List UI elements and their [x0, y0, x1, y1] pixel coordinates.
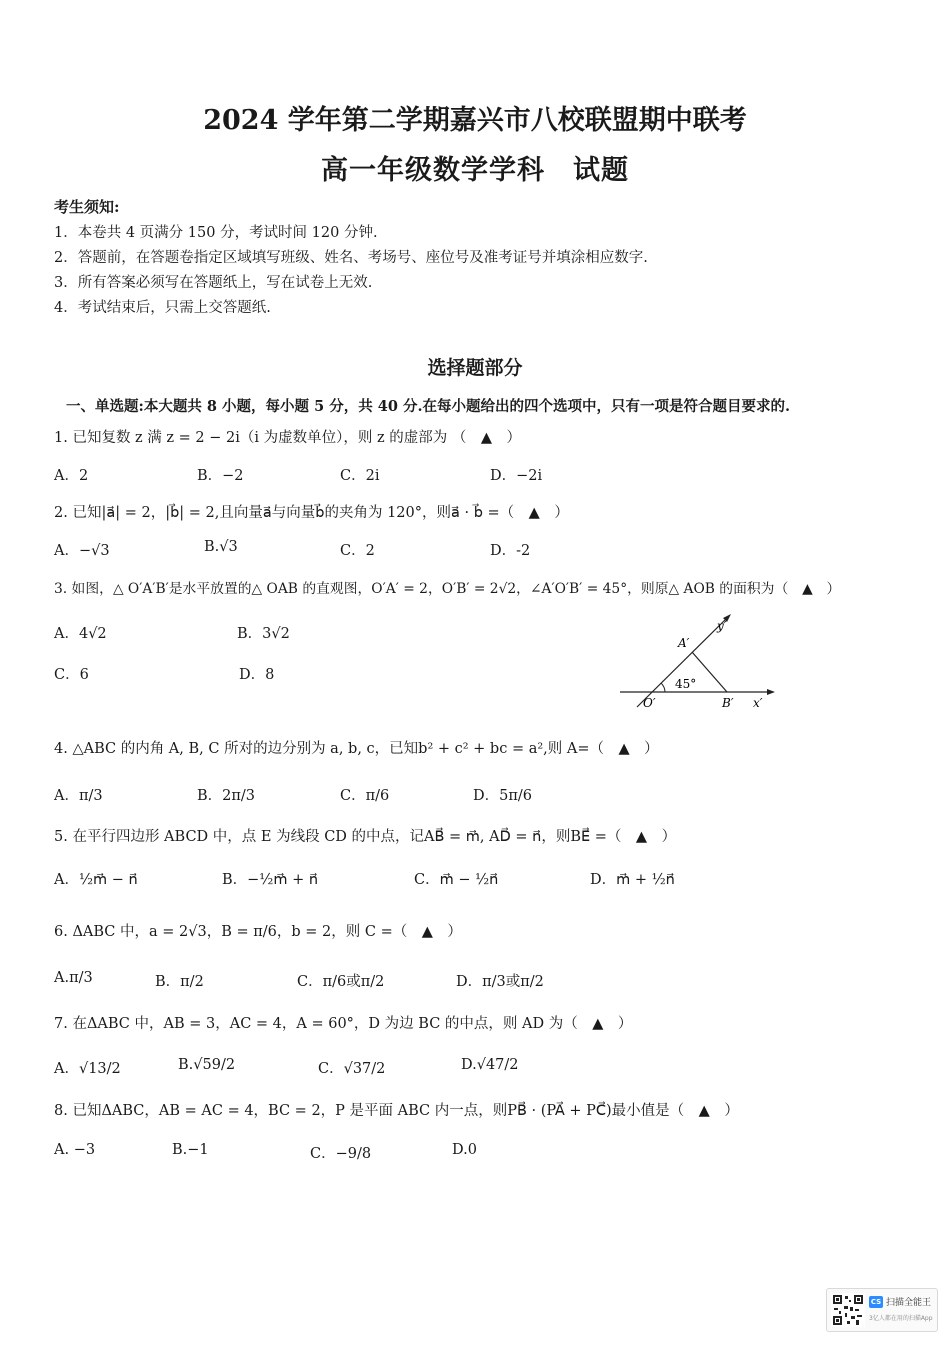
q7-option-c: C．√37/2 [318, 1061, 386, 1077]
q5-option-b: B．−½m⃗ + n⃗ [222, 872, 319, 888]
scanner-app-subtitle: 3亿人都在用的扫描App [869, 1315, 933, 1322]
q1-option-a: A．2 [54, 468, 89, 484]
qr-code-icon [831, 1293, 865, 1327]
segment-a-b [692, 652, 727, 692]
q5-option-d: D．m⃗ + ½n⃗ [590, 872, 675, 888]
question-6-stem: 6. ΔABC 中，a = 2√3，B = π/6，b = 2，则 C =（ ▲ ） [54, 924, 462, 940]
scanner-watermark [826, 1288, 938, 1332]
q4-option-b: B．2π/3 [197, 788, 256, 804]
q8-option-b: B.−1 [172, 1142, 209, 1158]
q3-option-d: D．8 [239, 667, 275, 683]
angle-label: 45° [675, 677, 697, 691]
question-2-stem: 2. 已知|a⃗| = 2，|b⃗| = 2,且向量a⃗与向量b⃗的夹角为 120°，则a⃗ · b⃗ =（ ▲ ） [54, 505, 569, 521]
question-4-stem: 4. △ABC 的内角 A, B, C 所对的边分别为 a, b, c，已知b² + c² + bc = a²,则 A=（ ▲ ） [54, 741, 659, 757]
q1-option-b: B．−2 [197, 468, 244, 484]
notice-item: 2．答题前，在答题卷指定区域填写班级、姓名、考场号、座位号及准考证号并填涂相应数字. [54, 250, 648, 266]
q2-option-c: C．2 [340, 543, 375, 559]
angle-arc [661, 683, 665, 692]
notice-title: 考生须知: [54, 198, 120, 216]
y-axis-line [637, 618, 727, 707]
notice-item: 1．本卷共 4 页满分 150 分，考试时间 120 分钟. [54, 225, 378, 241]
q3-option-b: B．3√2 [237, 626, 290, 642]
x-axis-label: x′ [753, 696, 763, 710]
oblique-projection-figure [615, 612, 775, 712]
question-8-stem: 8. 已知ΔABC，AB = AC = 4，BC = 2，P 是平面 ABC 内一点，则PB⃗ · (PA⃗ + PC⃗)最小值是（ ▲ ） [54, 1103, 739, 1119]
q6-option-b: B．π/2 [155, 974, 204, 990]
part-heading: 一、单选题:本大题共 8 小题，每小题 5 分，共 40 分.在每小题给出的四个选项中，只有一项是符合题目要求的. [66, 398, 791, 415]
camscanner-logo-icon: CS [870, 1298, 882, 1306]
question-1-stem: 1. 已知复数 z 满 z = 2 − 2i（i 为虚数单位），则 z 的虚部为 （ ▲ ） [54, 430, 521, 446]
q7-option-b: B.√59/2 [178, 1057, 236, 1073]
q6-option-c: C．π/6或π/2 [297, 974, 385, 990]
q8-option-d: D.0 [452, 1142, 477, 1158]
y-axis-label: y′ [717, 619, 727, 633]
q2-option-b: B.√3 [204, 539, 238, 555]
q4-option-c: C．π/6 [340, 788, 390, 804]
scanner-app-name: 扫描全能王 [886, 1298, 932, 1308]
question-5-stem: 5. 在平行四边形 ABCD 中，点 E 为线段 CD 的中点，记AB⃗ = m⃗, AD⃗ = n⃗，则BE⃗ =（ ▲ ） [54, 829, 677, 845]
q5-option-a: A．½m⃗ − n⃗ [54, 872, 138, 888]
q4-option-a: A．π/3 [54, 788, 103, 804]
exam-subtitle: 高一年级数学学科 试题 [321, 155, 629, 186]
q6-option-a: A.π/3 [54, 970, 93, 986]
q5-option-c: C．m⃗ − ½n⃗ [414, 872, 499, 888]
point-b-label: B′ [722, 696, 734, 710]
q1-option-c: C．2i [340, 468, 380, 484]
q8-option-a: A. −3 [54, 1142, 96, 1158]
q6-option-d: D．π/3或π/2 [456, 974, 544, 990]
point-a-label: A′ [678, 636, 690, 650]
q4-option-d: D．5π/6 [473, 788, 532, 804]
q2-option-a: A．−√3 [54, 543, 110, 559]
q2-option-d: D．-2 [490, 543, 531, 559]
exam-title: 2024 学年第二学期嘉兴市八校联盟期中联考 [203, 105, 747, 136]
q3-option-a: A．4√2 [54, 626, 107, 642]
notice-item: 4．考试结束后，只需上交答题纸. [54, 300, 271, 316]
section-title: 选择题部分 [427, 357, 523, 379]
q8-option-c: C．−9/8 [310, 1146, 372, 1162]
notice-item: 3．所有答案必须写在答题纸上，写在试卷上无效. [54, 275, 373, 291]
q1-option-d: D．−2i [490, 468, 543, 484]
x-axis-arrow [767, 689, 775, 695]
q3-option-c: C．6 [54, 667, 89, 683]
question-7-stem: 7. 在ΔABC 中，AB = 3，AC = 4，A = 60°，D 为边 BC 的中点，则 AD 为（ ▲ ） [54, 1016, 633, 1032]
point-o-label: O′ [643, 696, 656, 710]
q7-option-a: A．√13/2 [54, 1061, 121, 1077]
q7-option-d: D.√47/2 [461, 1057, 519, 1073]
question-3-stem: 3. 如图，△ O′A′B′是水平放置的△ OAB 的直观图，O′A′ = 2，O′B′ = 2√2，∠A′O′B′ = 45°，则原△ AOB 的面积为（ ▲ ） [54, 581, 841, 597]
